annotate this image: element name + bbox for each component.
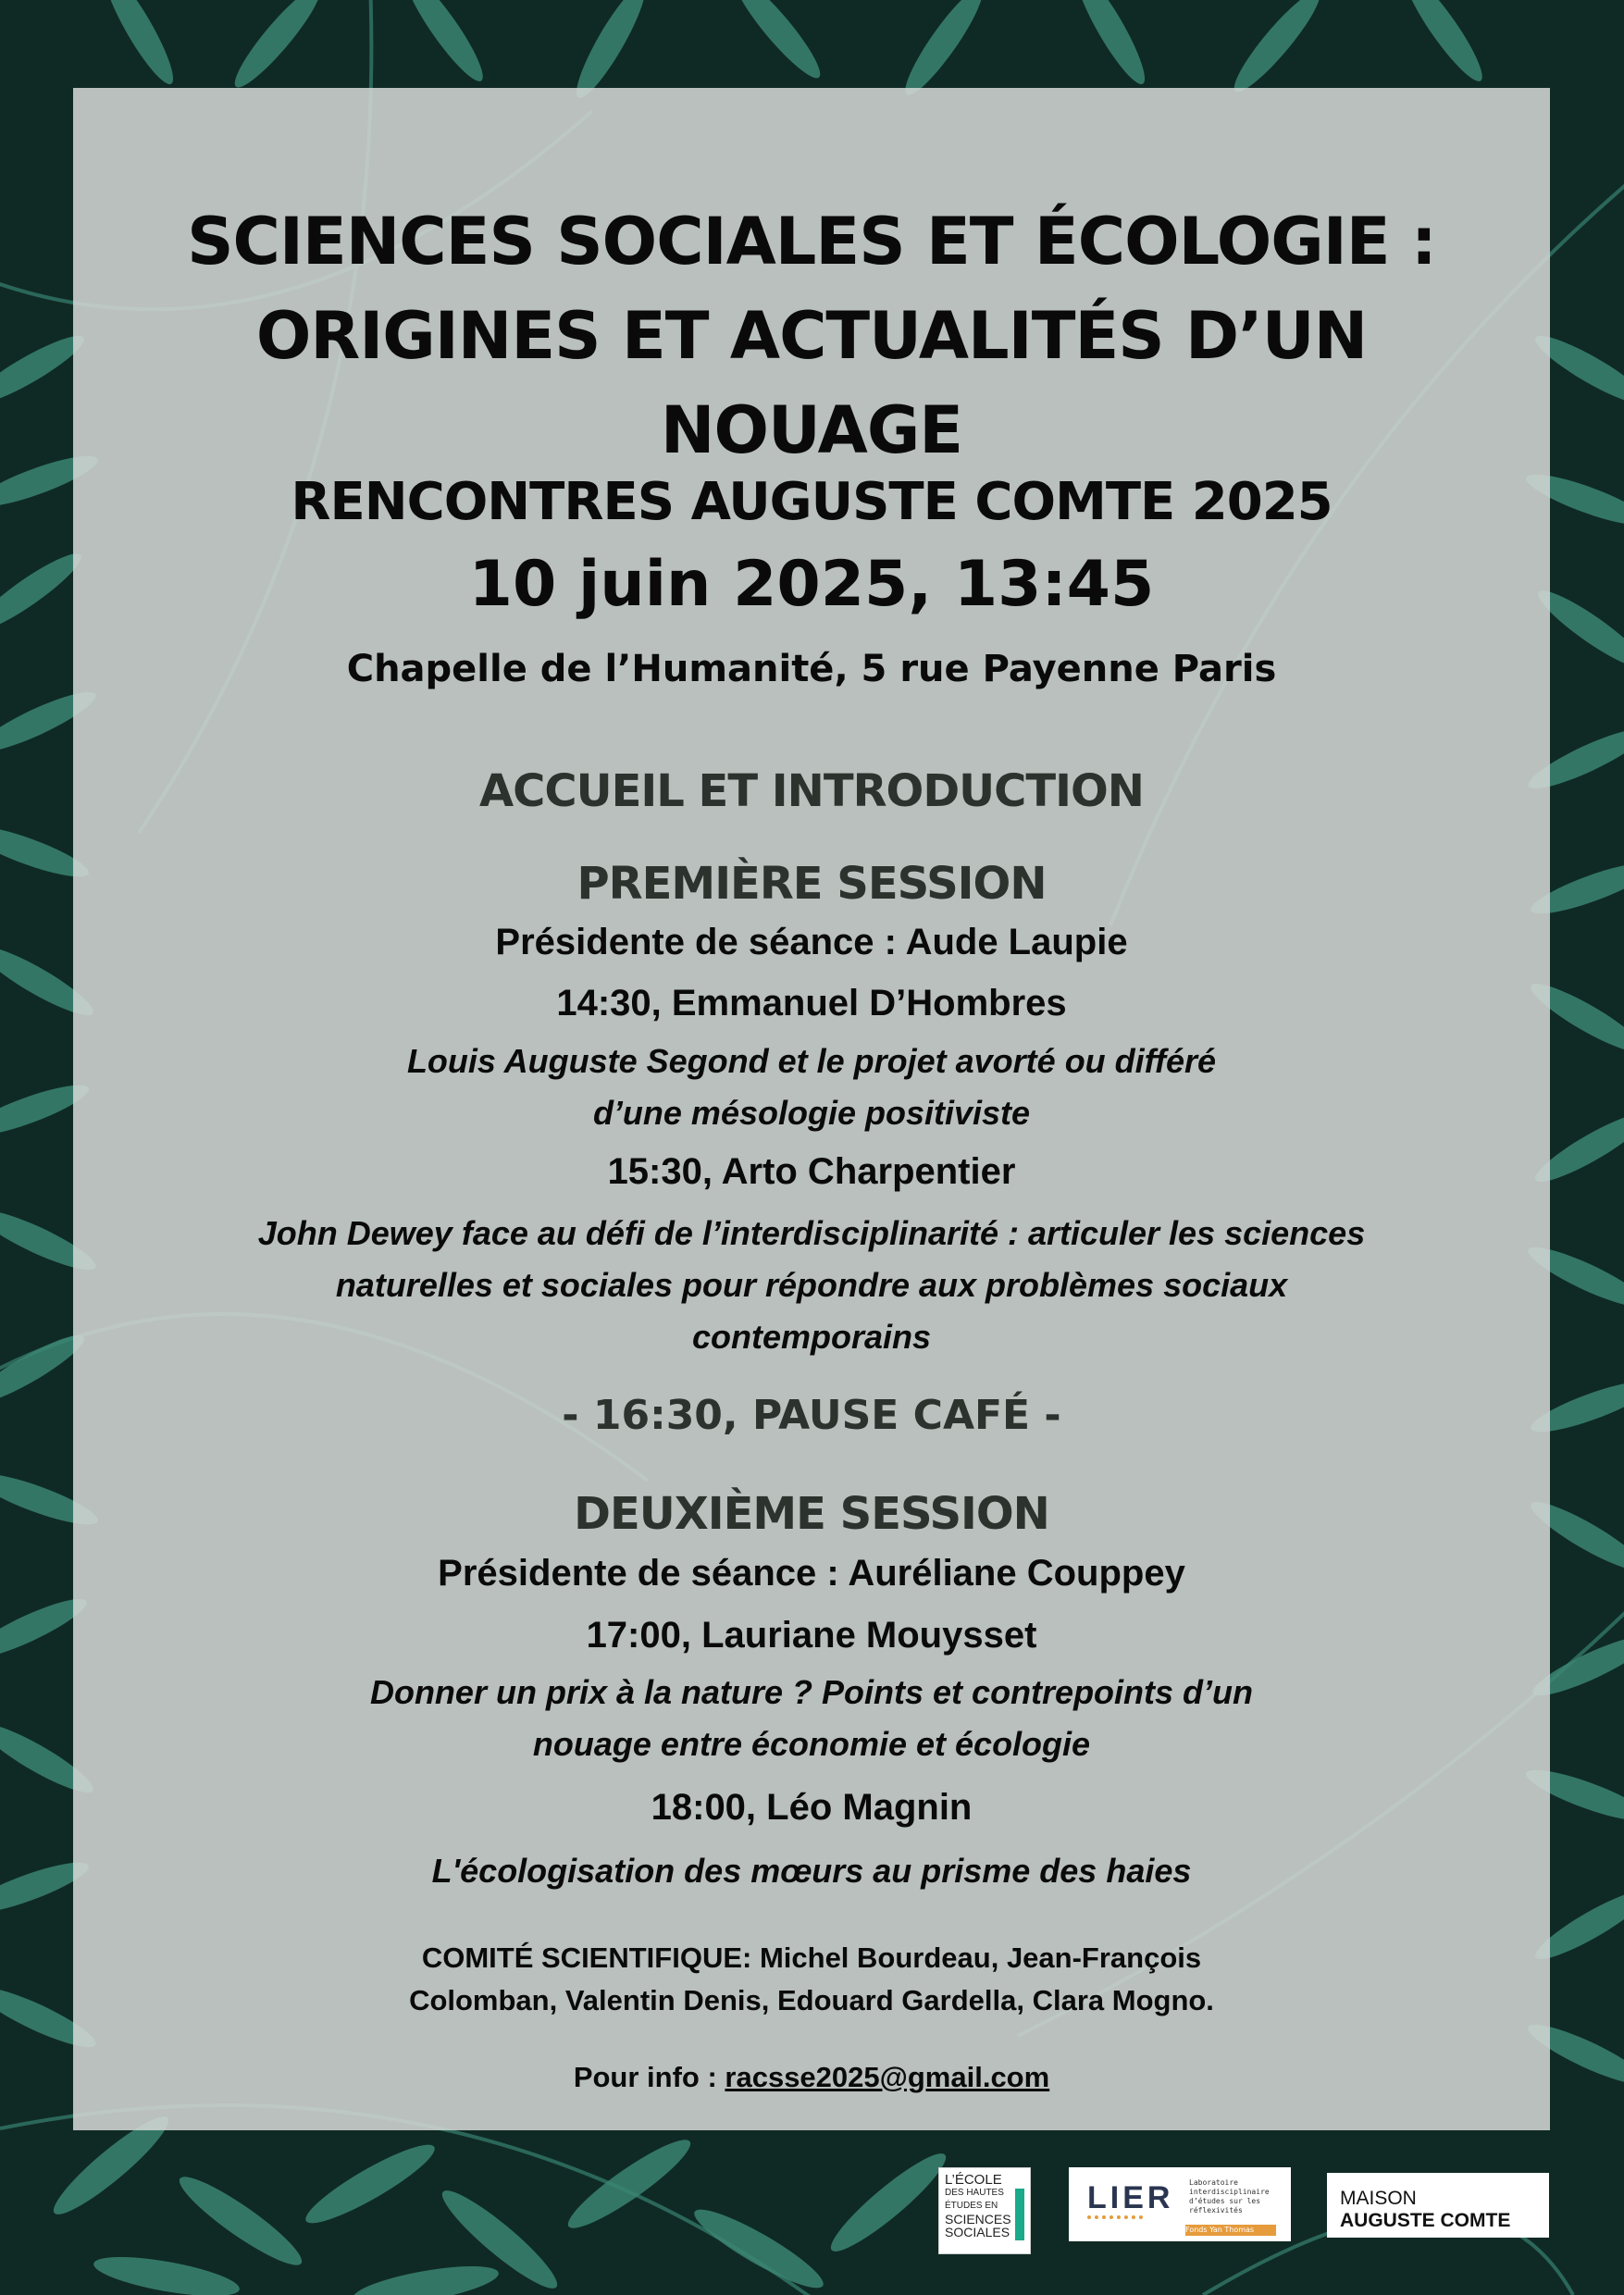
session2-heading: DEUXIÈME SESSION	[574, 1488, 1049, 1540]
session1-chair: Présidente de séance : Aude Laupie	[495, 922, 1128, 962]
contact-label: Pour info :	[573, 2061, 725, 2093]
session2-talk1-title: nouage entre économie et écologie	[532, 1725, 1091, 1763]
lier-wordmark: LIER	[1087, 2180, 1174, 2215]
ehess-line: SCIENCES	[945, 2212, 1011, 2227]
session1-talk2-title: naturelles et sociales pour répondre aux problèmes sociaux	[335, 1266, 1288, 1304]
lier-fund-text: Fonds Yan Thomas	[1185, 2226, 1255, 2234]
session1-talk1-speaker: 14:30, Emmanuel D’Hombres	[556, 983, 1067, 1023]
ehess-line: DES HAUTES	[945, 2188, 1004, 2198]
maison-auguste-comte-logo	[1327, 2173, 1549, 2238]
session2-chair: Présidente de séance : Auréliane Couppey	[438, 1553, 1185, 1594]
lier-logo	[1069, 2167, 1291, 2241]
scientific-committee: Colomban, Valentin Denis, Edouard Gardella, Clara Mogno.	[409, 1984, 1214, 2016]
session1-talk2-title: John Dewey face au défi de l’interdisciplinarité : articuler les sciences	[257, 1214, 1366, 1252]
contact-info	[73, 2061, 1550, 2094]
session1-talk2-title: contemporains	[691, 1318, 932, 1356]
ehess-logo-text	[945, 2174, 1011, 2239]
session2-talk1-speaker: 17:00, Lauriane Mouysset	[586, 1615, 1037, 1656]
scientific-committee: COMITÉ SCIENTIFIQUE: Michel Bourdeau, Jean-François	[421, 1941, 1202, 1974]
event-subtitle: RENCONTRES AUGUSTE COMTE 2025	[291, 472, 1333, 532]
session1-heading: PREMIÈRE SESSION	[576, 858, 1047, 910]
content-panel	[73, 88, 1550, 2130]
contact-email-link[interactable]: racsse2025@gmail.com	[725, 2061, 1050, 2093]
title-line: NOUAGE	[660, 392, 963, 468]
session2-talk1-title: Donner un prix à la nature ? Points et contrepoints d’un	[369, 1673, 1254, 1711]
coffee-break: - 16:30, PAUSE CAFÉ -	[562, 1392, 1061, 1439]
session1-talk1-title: d’une mésologie positiviste	[592, 1094, 1031, 1132]
session2-talk2-title: L'écologisation des mœurs au prisme des haies	[431, 1852, 1192, 1890]
welcome-heading: ACCUEIL ET INTRODUCTION	[479, 765, 1144, 817]
lier-fund-band	[1185, 2225, 1276, 2236]
session2-talk2-speaker: 18:00, Léo Magnin	[651, 1787, 973, 1828]
event-title	[73, 194, 1550, 478]
maison-line: MAISON	[1340, 2188, 1417, 2209]
lier-description: Laboratoire interdisciplinaire d’études sur les réflexivités	[1189, 2178, 1270, 2214]
ehess-line: ÉTUDES EN	[945, 2201, 998, 2211]
ehess-line: L’ÉCOLE	[945, 2172, 1002, 2188]
lier-dots	[1087, 2215, 1143, 2230]
ehess-logo	[938, 2167, 1031, 2254]
ehess-accent-bar	[1015, 2189, 1024, 2240]
auguste-comte-line: AUGUSTE COMTE	[1340, 2210, 1511, 2231]
event-date: 10 juin 2025, 13:45	[468, 548, 1155, 621]
event-place: Chapelle de l’Humanité, 5 rue Payenne Paris	[346, 648, 1277, 690]
ehess-line: SOCIALES	[945, 2225, 1010, 2239]
title-line: ORIGINES ET ACTUALITÉS D’UN	[255, 298, 1368, 374]
session1-talk1-title: Louis Auguste Segond et le projet avorté ou différé	[406, 1042, 1217, 1080]
title-line: SCIENCES SOCIALES ET ÉCOLOGIE :	[187, 204, 1436, 279]
session1-talk2-speaker: 15:30, Arto Charpentier	[607, 1151, 1016, 1192]
